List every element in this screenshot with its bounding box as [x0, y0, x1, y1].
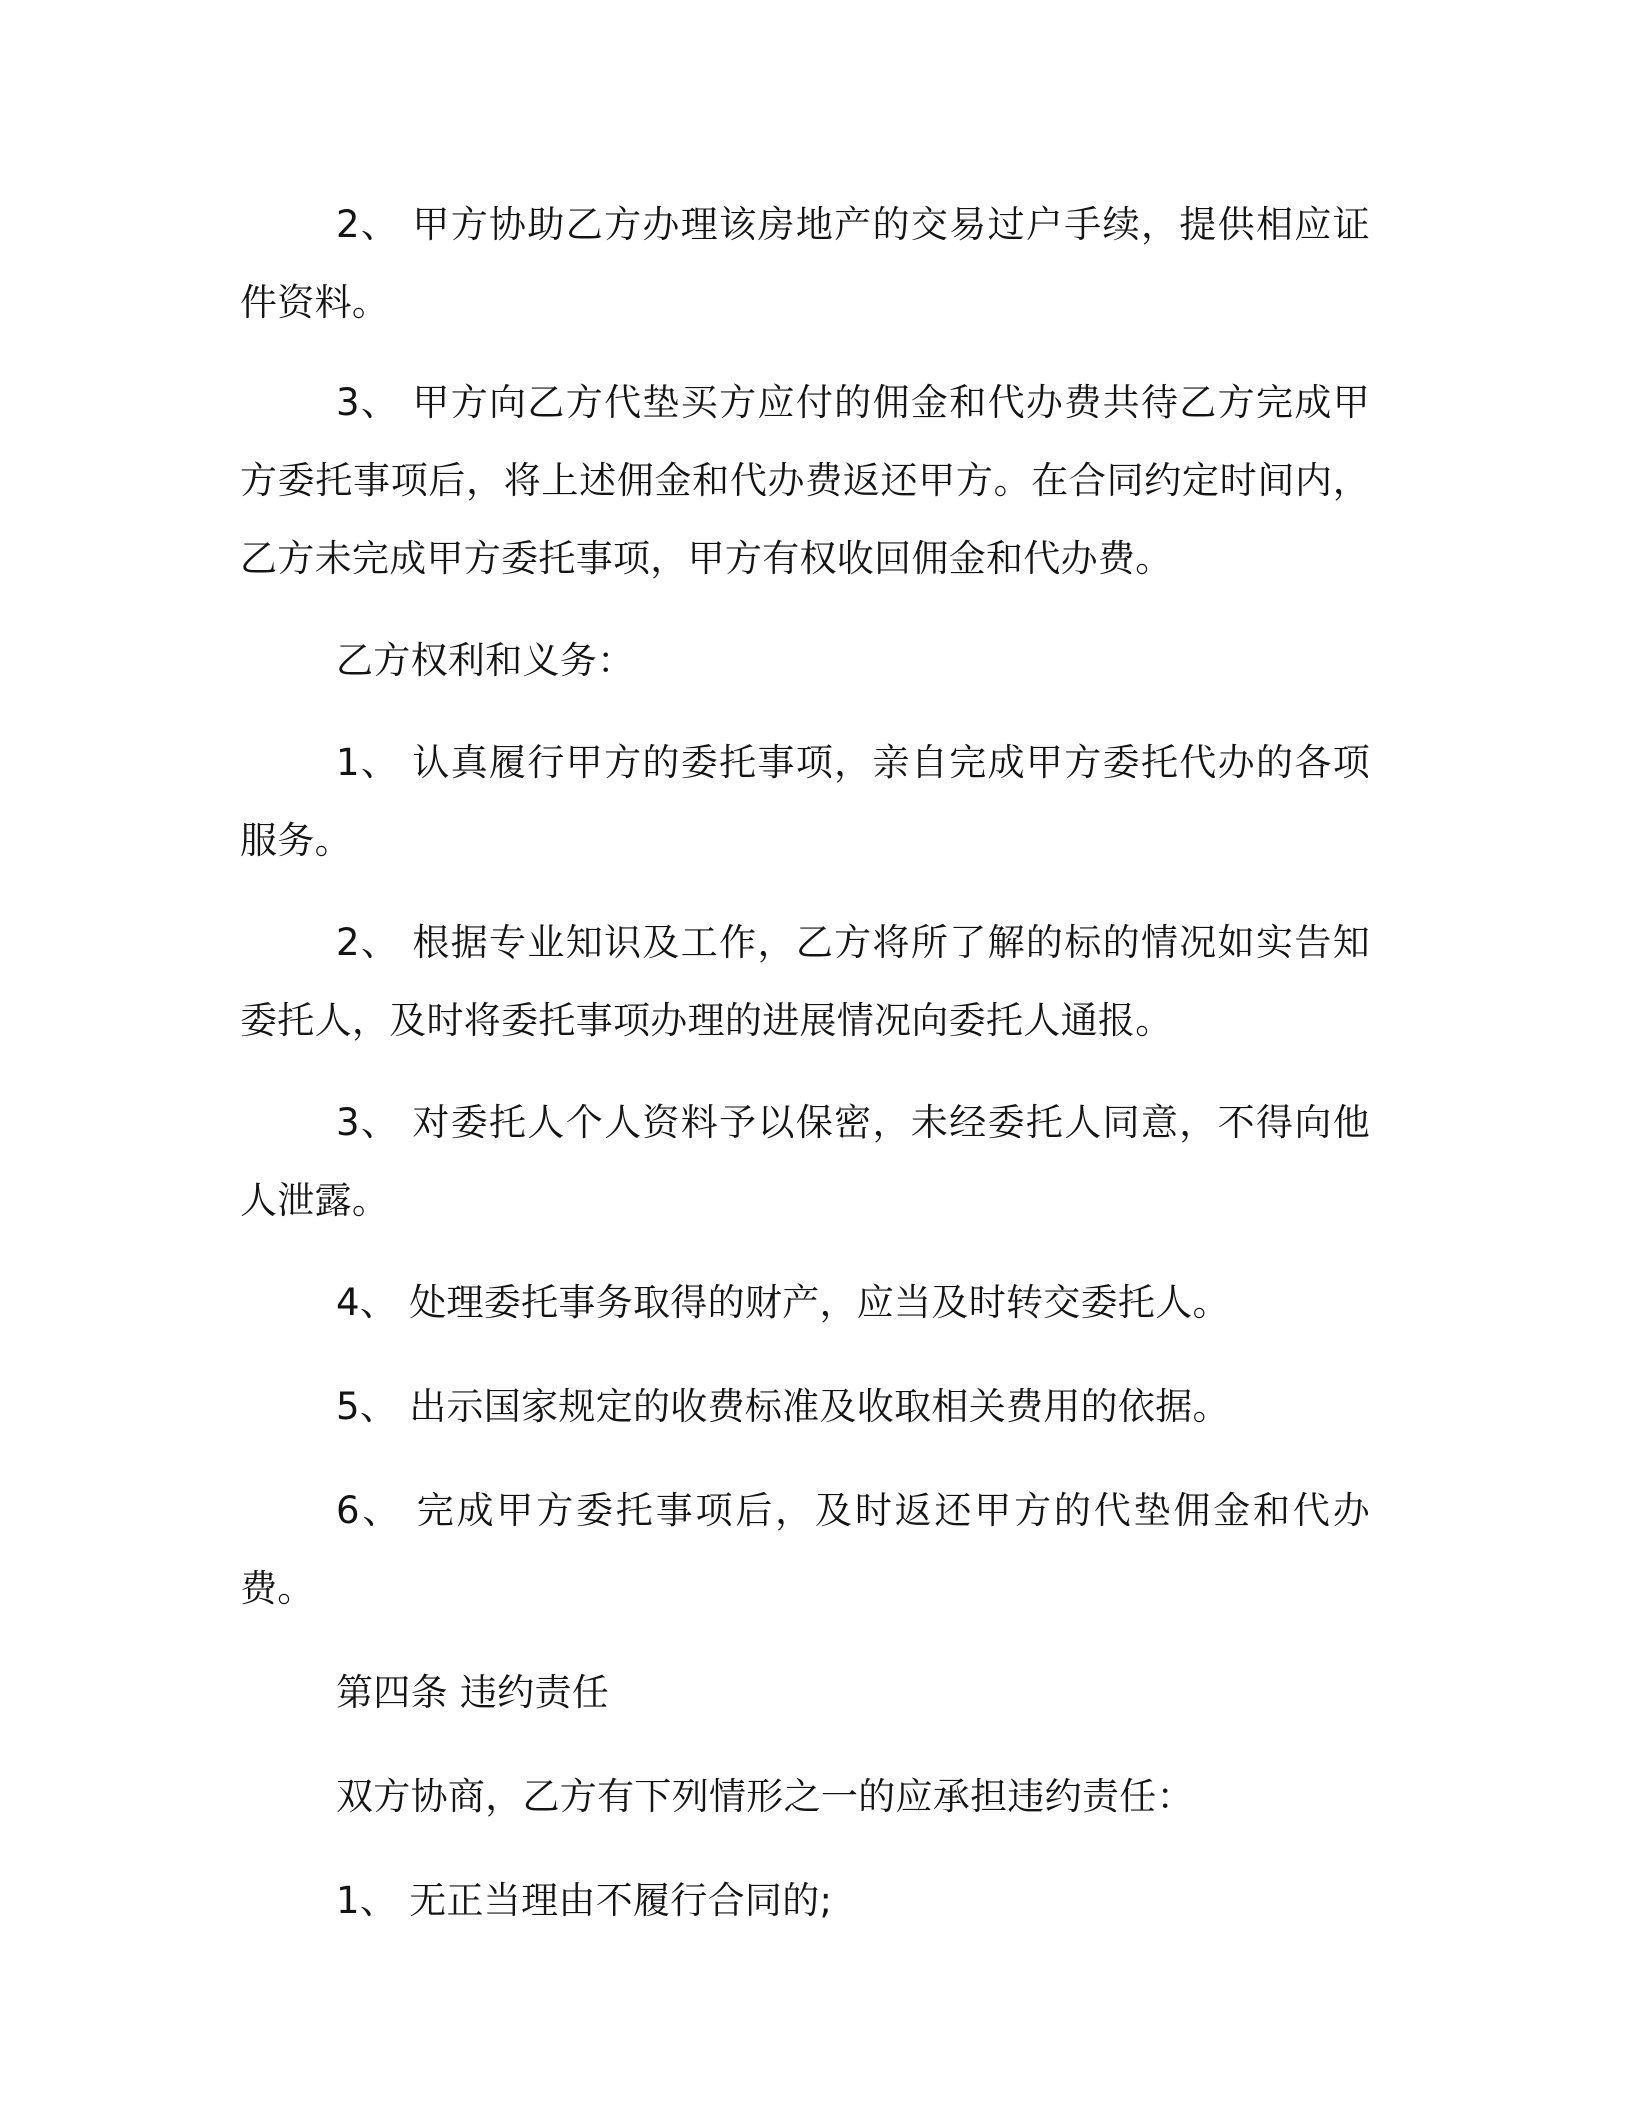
- section-heading-party-b-rights: 乙方权利和义务：: [336, 639, 635, 682]
- paragraph-breach-intro: 双方协商，乙方有下列情形之一的应承担违约责任：: [336, 1775, 1194, 1818]
- paragraph-item-3-advance-commission: 3、 甲方向乙方代垫买方应付的佣金和代办费共待乙方完成甲方委托事项后，将上述佣金和代办费返还甲方。在合同约定时间内，乙方未完成甲方委托事项，甲方有权收回佣金和代办费。: [240, 381, 1370, 580]
- paragraph-breach-1: 1、 无正当理由不履行合同的;: [336, 1879, 833, 1922]
- paragraph-duty-4: 4、 处理委托事务取得的财产，应当及时转交委托人。: [336, 1281, 1230, 1324]
- paragraph-item-2-assist-transfer: 2、 甲方协助乙方办理该房地产的交易过户手续，提供相应证件资料。: [240, 203, 1370, 324]
- paragraph-duty-6: 6、 完成甲方委托事项后，及时返还甲方的代垫佣金和代办费。: [240, 1489, 1370, 1610]
- paragraph-duty-3: 3、 对委托人个人资料予以保密，未经委托人同意，不得向他人泄露。: [240, 1101, 1370, 1222]
- document-body: [240, 186, 1370, 1940]
- paragraph-duty-1: 1、 认真履行甲方的委托事项，亲自完成甲方委托代办的各项服务。: [240, 741, 1370, 862]
- article-heading-breach-liability: 第四条 违约责任: [336, 1671, 610, 1714]
- paragraph-duty-5: 5、 出示国家规定的收费标准及收取相关费用的依据。: [336, 1385, 1230, 1428]
- paragraph-duty-2: 2、 根据专业知识及工作，乙方将所了解的标的情况如实告知委托人，及时将委托事项办理的进展情况向委托人通报。: [240, 921, 1370, 1042]
